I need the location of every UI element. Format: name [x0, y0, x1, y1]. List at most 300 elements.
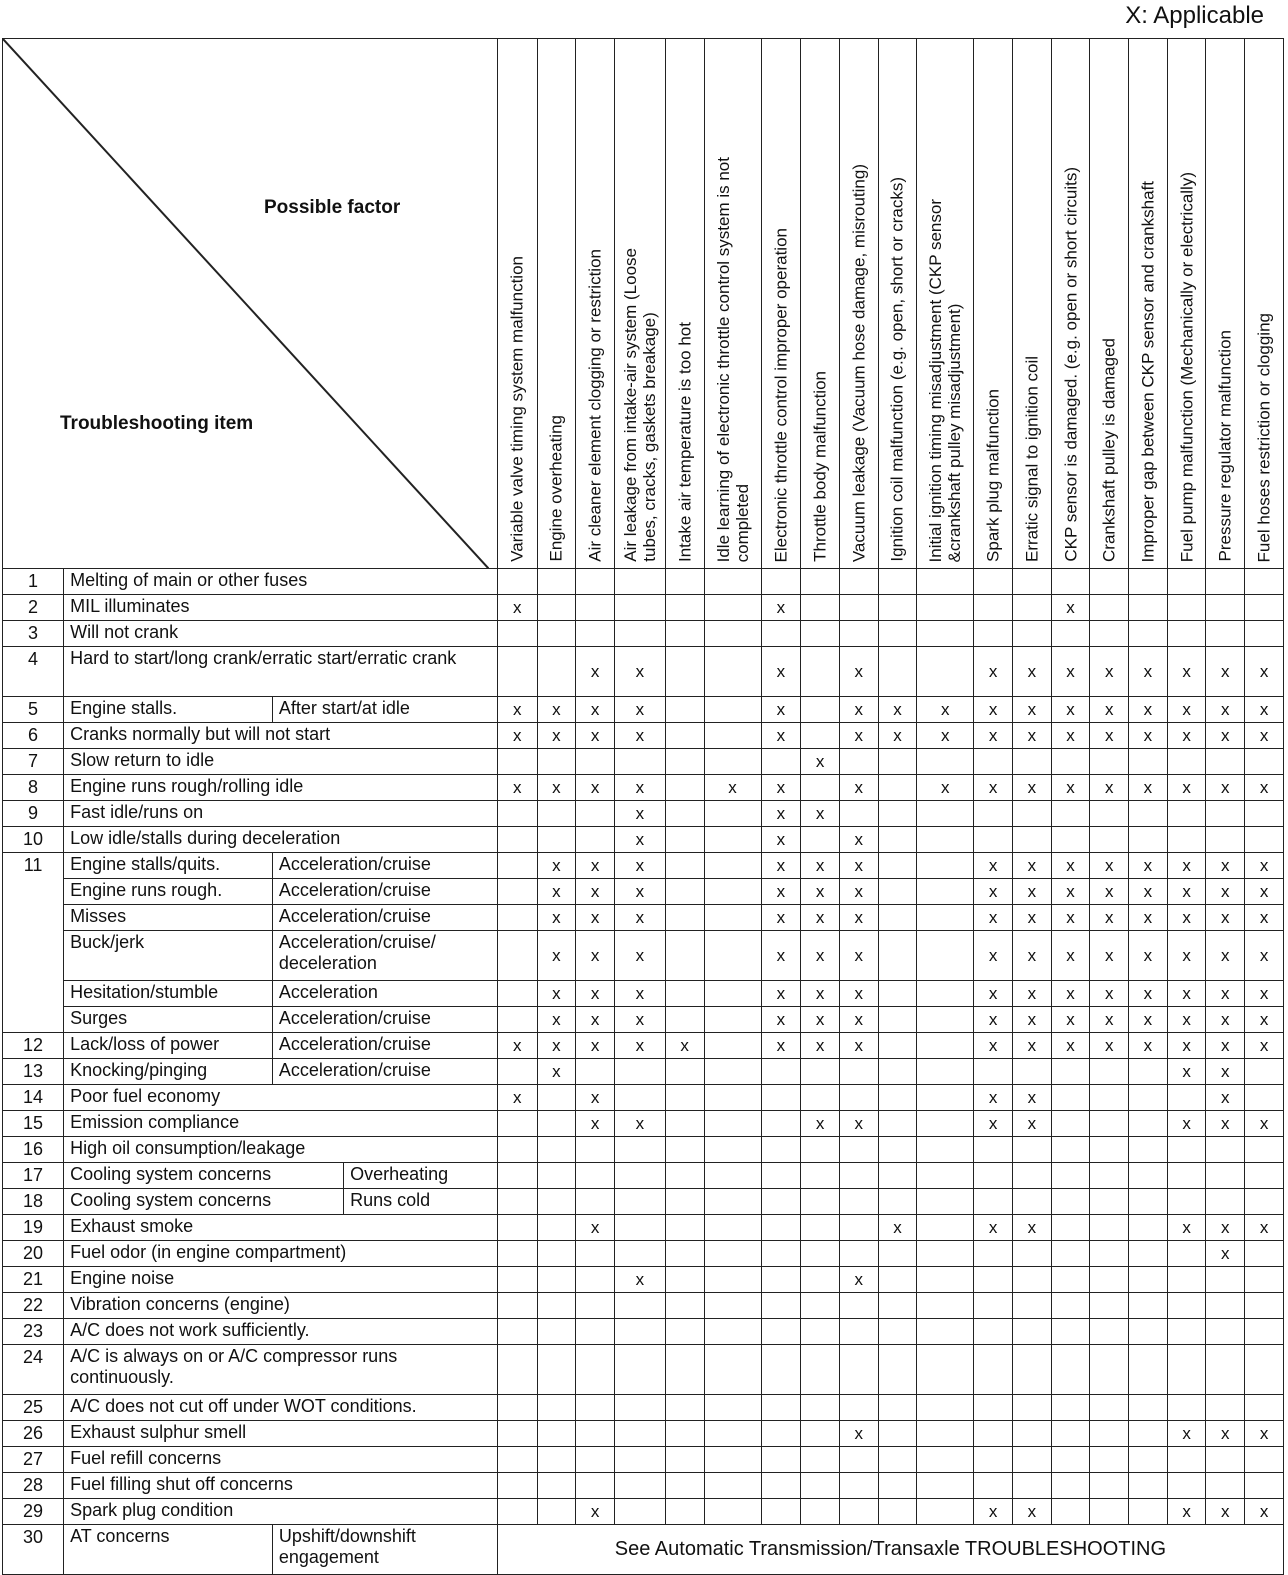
- applicability-cell: [761, 1137, 801, 1163]
- row-number: 3: [3, 621, 64, 647]
- applicable-mark: x: [1129, 931, 1168, 981]
- applicable-mark: x: [1167, 697, 1206, 723]
- applicable-mark: x: [1245, 1111, 1284, 1137]
- row-number: 7: [3, 749, 64, 775]
- applicability-cell: [497, 1137, 537, 1163]
- applicability-cell: [917, 1345, 974, 1395]
- applicability-cell: [614, 1137, 665, 1163]
- applicability-cell: [878, 905, 917, 931]
- applicable-mark: x: [1245, 1007, 1284, 1033]
- applicable-mark: x: [1206, 1085, 1245, 1111]
- applicability-cell: [537, 1241, 576, 1267]
- applicability-cell: [878, 775, 917, 801]
- applicability-cell: [878, 1447, 917, 1473]
- applicable-mark: x: [614, 647, 665, 697]
- applicability-cell: [839, 1499, 878, 1525]
- applicability-cell: [537, 1499, 576, 1525]
- condition-cell: Acceleration/cruise: [272, 879, 497, 905]
- factor-label: Engine overheating: [546, 415, 566, 562]
- applicability-cell: [537, 1189, 576, 1215]
- applicability-cell: [1129, 569, 1168, 595]
- troubleshooting-item: Engine runs rough/rolling idle: [64, 775, 498, 801]
- applicability-cell: [704, 981, 761, 1007]
- applicable-mark: x: [761, 801, 801, 827]
- factor-header-6: [704, 39, 761, 569]
- applicability-cell: [1129, 1421, 1168, 1447]
- table-row: [3, 1215, 1284, 1241]
- applicability-cell: [974, 569, 1013, 595]
- factor-label: Throttle body malfunction: [810, 371, 830, 562]
- condition-cell: Overheating: [344, 1163, 498, 1189]
- troubleshooting-item: Engine stalls/quits.: [64, 853, 273, 879]
- troubleshooting-item: Engine runs rough.: [64, 879, 273, 905]
- applicable-mark: x: [1013, 879, 1052, 905]
- applicability-cell: [576, 827, 615, 853]
- applicable-mark: x: [839, 879, 878, 905]
- row-number: 12: [3, 1033, 64, 1059]
- applicable-mark: x: [576, 1033, 615, 1059]
- table-row: [3, 1085, 1284, 1111]
- applicable-mark: x: [1129, 853, 1168, 879]
- applicability-cell: [1090, 1473, 1129, 1499]
- applicability-cell: [839, 801, 878, 827]
- applicability-cell: [801, 1319, 840, 1345]
- applicability-cell: [614, 1163, 665, 1189]
- row-number: 11: [3, 853, 64, 1033]
- applicable-mark: x: [974, 647, 1013, 697]
- applicability-cell: [917, 569, 974, 595]
- condition-cell: Acceleration/cruise: [272, 1059, 497, 1085]
- applicability-cell: [497, 1395, 537, 1421]
- applicable-mark: x: [761, 595, 801, 621]
- factor-label: Air leakage from intake-air system (Loose tubes, cracks, gaskets breakage): [620, 248, 659, 562]
- applicability-cell: [1051, 1241, 1090, 1267]
- applicable-mark: x: [801, 801, 840, 827]
- applicability-cell: [704, 1241, 761, 1267]
- applicability-cell: [1245, 801, 1284, 827]
- table-row: [3, 1525, 1284, 1575]
- applicability-cell: [878, 1293, 917, 1319]
- applicability-cell: [1051, 801, 1090, 827]
- applicable-mark: x: [614, 1267, 665, 1293]
- applicability-cell: [497, 1421, 537, 1447]
- applicability-cell: [537, 1447, 576, 1473]
- corner-header-cell: [3, 39, 498, 569]
- applicability-cell: [704, 595, 761, 621]
- applicable-mark: x: [1090, 775, 1129, 801]
- table-row: [3, 981, 1284, 1007]
- applicability-cell: [704, 1033, 761, 1059]
- applicable-mark: x: [1013, 905, 1052, 931]
- applicable-mark: x: [576, 1111, 615, 1137]
- applicability-cell: [1013, 621, 1052, 647]
- applicability-cell: [878, 1421, 917, 1447]
- applicability-cell: [614, 1473, 665, 1499]
- applicability-cell: [704, 1267, 761, 1293]
- troubleshooting-item: Will not crank: [64, 621, 498, 647]
- applicability-cell: [917, 827, 974, 853]
- diagonal-divider: [3, 39, 489, 569]
- applicability-cell: [704, 1137, 761, 1163]
- applicability-cell: [537, 1137, 576, 1163]
- applicable-mark: x: [801, 931, 840, 981]
- applicability-cell: [801, 1215, 840, 1241]
- applicability-cell: [665, 1111, 704, 1137]
- applicability-cell: [839, 1163, 878, 1189]
- applicability-cell: [1206, 569, 1245, 595]
- applicability-cell: [801, 1293, 840, 1319]
- applicability-cell: [1206, 1319, 1245, 1345]
- applicability-cell: [917, 595, 974, 621]
- applicability-cell: [704, 879, 761, 905]
- applicable-mark: x: [1129, 1033, 1168, 1059]
- applicability-cell: [576, 1267, 615, 1293]
- applicability-cell: [1090, 1293, 1129, 1319]
- applicability-cell: [839, 1447, 878, 1473]
- applicable-mark: x: [576, 931, 615, 981]
- applicable-mark: x: [614, 723, 665, 749]
- row-number: 8: [3, 775, 64, 801]
- applicability-cell: [576, 1293, 615, 1319]
- factor-header-11: [917, 39, 974, 569]
- factor-header-13: [1013, 39, 1052, 569]
- applicability-cell: [839, 1473, 878, 1499]
- applicability-cell: [704, 749, 761, 775]
- applicability-cell: [704, 723, 761, 749]
- applicability-cell: [1206, 1293, 1245, 1319]
- applicable-mark: x: [1090, 647, 1129, 697]
- applicable-mark: x: [537, 853, 576, 879]
- row-number: 26: [3, 1421, 64, 1447]
- factor-header-3: [576, 39, 615, 569]
- applicability-cell: [497, 931, 537, 981]
- applicable-mark: x: [1129, 879, 1168, 905]
- factor-header-19: [1245, 39, 1284, 569]
- applicability-cell: [1206, 1345, 1245, 1395]
- applicability-cell: [761, 1319, 801, 1345]
- table-row: [3, 905, 1284, 931]
- applicability-cell: [761, 1499, 801, 1525]
- applicable-mark: x: [839, 1033, 878, 1059]
- row-number: 21: [3, 1267, 64, 1293]
- applicability-cell: [665, 801, 704, 827]
- applicability-cell: [917, 905, 974, 931]
- applicable-mark: x: [1129, 723, 1168, 749]
- row-number: 5: [3, 697, 64, 723]
- applicable-mark: x: [576, 853, 615, 879]
- applicability-cell: [537, 1345, 576, 1395]
- applicability-cell: [974, 1473, 1013, 1499]
- row-number: 14: [3, 1085, 64, 1111]
- applicable-mark: x: [1167, 931, 1206, 981]
- applicability-cell: [497, 879, 537, 905]
- applicability-cell: [1129, 1085, 1168, 1111]
- applicability-cell: [704, 1447, 761, 1473]
- factor-header-14: [1051, 39, 1090, 569]
- troubleshooting-item: Spark plug condition: [64, 1499, 498, 1525]
- applicability-cell: [576, 621, 615, 647]
- applicability-cell: [614, 1447, 665, 1473]
- table-row: [3, 1111, 1284, 1137]
- applicable-mark: x: [974, 931, 1013, 981]
- applicability-cell: [917, 879, 974, 905]
- applicable-mark: x: [576, 697, 615, 723]
- applicability-cell: [704, 1395, 761, 1421]
- applicable-mark: x: [839, 723, 878, 749]
- applicable-mark: x: [1090, 697, 1129, 723]
- condition-cell: Acceleration: [272, 981, 497, 1007]
- applicable-mark: x: [614, 827, 665, 853]
- applicability-cell: [665, 827, 704, 853]
- applicability-cell: [576, 1241, 615, 1267]
- applicability-cell: [497, 1447, 537, 1473]
- applicability-cell: [1167, 1267, 1206, 1293]
- applicability-cell: [1051, 1319, 1090, 1345]
- applicability-cell: [761, 1345, 801, 1395]
- row-number: 30: [3, 1525, 64, 1575]
- applicable-mark: x: [576, 1085, 615, 1111]
- applicability-cell: [878, 1319, 917, 1345]
- applicable-mark: x: [1206, 1241, 1245, 1267]
- troubleshooting-item: Fast idle/runs on: [64, 801, 498, 827]
- applicability-cell: [1206, 1189, 1245, 1215]
- applicable-mark: x: [614, 853, 665, 879]
- applicability-cell: [1090, 1395, 1129, 1421]
- applicability-cell: [1206, 1395, 1245, 1421]
- applicable-mark: x: [1051, 723, 1090, 749]
- applicability-cell: [1245, 1189, 1284, 1215]
- applicability-cell: [1167, 749, 1206, 775]
- applicability-cell: [878, 749, 917, 775]
- applicability-cell: [1129, 1473, 1168, 1499]
- applicable-mark: x: [917, 723, 974, 749]
- applicability-cell: [665, 853, 704, 879]
- row-number: 29: [3, 1499, 64, 1525]
- applicable-mark: x: [1167, 775, 1206, 801]
- condition-cell: Runs cold: [344, 1189, 498, 1215]
- applicable-mark: x: [1206, 775, 1245, 801]
- applicable-mark: x: [1245, 723, 1284, 749]
- applicability-cell: [614, 749, 665, 775]
- applicability-cell: [801, 1163, 840, 1189]
- applicability-cell: [497, 981, 537, 1007]
- factor-label: Air cleaner element clogging or restriction: [585, 249, 605, 562]
- applicability-cell: [839, 569, 878, 595]
- applicable-mark: x: [1206, 1033, 1245, 1059]
- condition-cell: Acceleration/cruise/ deceleration: [272, 931, 497, 981]
- applicability-cell: [1013, 749, 1052, 775]
- applicability-cell: [1013, 1059, 1052, 1085]
- applicability-cell: [1013, 1421, 1052, 1447]
- applicability-cell: [761, 1421, 801, 1447]
- applicable-mark: x: [1245, 853, 1284, 879]
- applicability-cell: [801, 1085, 840, 1111]
- applicability-cell: [1206, 621, 1245, 647]
- applicable-mark: x: [576, 775, 615, 801]
- applicable-mark: x: [974, 879, 1013, 905]
- row-number: 2: [3, 595, 64, 621]
- possible-factor-label: Possible factor: [264, 197, 401, 218]
- applicability-cell: [839, 1137, 878, 1163]
- applicability-cell: [665, 775, 704, 801]
- applicable-mark: x: [614, 1111, 665, 1137]
- applicability-cell: [665, 905, 704, 931]
- applicability-cell: [1013, 569, 1052, 595]
- applicable-mark: x: [839, 931, 878, 981]
- applicable-mark: x: [1167, 647, 1206, 697]
- troubleshooting-item: Slow return to idle: [64, 749, 498, 775]
- factor-header-9: [839, 39, 878, 569]
- applicability-cell: [497, 853, 537, 879]
- applicability-cell: [917, 1473, 974, 1499]
- applicable-mark: x: [576, 1007, 615, 1033]
- applicability-cell: [576, 801, 615, 827]
- applicability-cell: [1051, 1395, 1090, 1421]
- applicability-cell: [761, 621, 801, 647]
- applicability-cell: [614, 1499, 665, 1525]
- legend-applicable: X: Applicable: [1125, 2, 1264, 29]
- applicable-mark: x: [1090, 931, 1129, 981]
- applicability-cell: [1013, 595, 1052, 621]
- applicability-cell: [801, 1267, 840, 1293]
- applicability-cell: [917, 1215, 974, 1241]
- applicability-cell: [761, 1111, 801, 1137]
- troubleshooting-item: Buck/jerk: [64, 931, 273, 981]
- applicable-mark: x: [1090, 1033, 1129, 1059]
- applicability-cell: [614, 1345, 665, 1395]
- applicability-cell: [1090, 1163, 1129, 1189]
- applicability-cell: [801, 647, 840, 697]
- factor-label: Electronic throttle control improper operation: [771, 227, 791, 562]
- factor-header-10: [878, 39, 917, 569]
- applicability-cell: [917, 1293, 974, 1319]
- applicable-mark: x: [537, 1059, 576, 1085]
- applicability-cell: [537, 1215, 576, 1241]
- applicability-cell: [614, 1293, 665, 1319]
- applicability-cell: [614, 1085, 665, 1111]
- troubleshooting-item: Engine stalls.: [64, 697, 273, 723]
- applicability-cell: [917, 1163, 974, 1189]
- applicability-cell: [801, 621, 840, 647]
- applicable-mark: x: [1013, 1085, 1052, 1111]
- troubleshooting-item: Cranks normally but will not start: [64, 723, 498, 749]
- applicability-cell: [761, 1267, 801, 1293]
- applicability-cell: [917, 1499, 974, 1525]
- applicable-mark: x: [614, 1007, 665, 1033]
- troubleshooting-item: A/C does not work sufficiently.: [64, 1319, 498, 1345]
- applicability-cell: [704, 905, 761, 931]
- applicability-cell: [1129, 595, 1168, 621]
- applicability-cell: [1245, 1137, 1284, 1163]
- applicability-cell: [1051, 1499, 1090, 1525]
- applicable-mark: x: [1206, 1499, 1245, 1525]
- applicable-mark: x: [576, 647, 615, 697]
- table-row: [3, 1137, 1284, 1163]
- applicability-cell: [1167, 1085, 1206, 1111]
- applicability-cell: [665, 1499, 704, 1525]
- applicability-cell: [839, 1085, 878, 1111]
- applicability-cell: [1245, 1059, 1284, 1085]
- troubleshooting-item: Fuel odor (in engine compartment): [64, 1241, 498, 1267]
- applicability-cell: [839, 749, 878, 775]
- applicability-cell: [1090, 749, 1129, 775]
- applicability-cell: [878, 1395, 917, 1421]
- applicability-cell: [1129, 1163, 1168, 1189]
- table-row: [3, 827, 1284, 853]
- applicable-mark: x: [1051, 647, 1090, 697]
- applicability-cell: [1013, 827, 1052, 853]
- applicable-mark: x: [497, 595, 537, 621]
- applicable-mark: x: [1206, 1059, 1245, 1085]
- applicable-mark: x: [537, 723, 576, 749]
- applicability-cell: [917, 1189, 974, 1215]
- applicable-mark: x: [1245, 981, 1284, 1007]
- applicability-cell: [1013, 1163, 1052, 1189]
- table-row: [3, 621, 1284, 647]
- applicability-cell: [974, 749, 1013, 775]
- applicability-cell: [537, 1267, 576, 1293]
- applicability-cell: [1090, 1189, 1129, 1215]
- applicability-cell: [1090, 1111, 1129, 1137]
- applicability-cell: [878, 1059, 917, 1085]
- applicable-mark: x: [497, 723, 537, 749]
- applicability-cell: [801, 1189, 840, 1215]
- applicability-cell: [1245, 827, 1284, 853]
- factor-label: Fuel hoses restriction or clogging: [1254, 312, 1274, 562]
- applicable-mark: x: [1129, 775, 1168, 801]
- factor-label: Initial ignition timing misadjustment (CKP sensor &crankshaft pulley misadjustment): [926, 198, 965, 562]
- applicable-mark: x: [839, 1267, 878, 1293]
- applicable-mark: x: [1013, 931, 1052, 981]
- applicable-mark: x: [1167, 853, 1206, 879]
- applicable-mark: x: [1051, 697, 1090, 723]
- applicability-cell: [839, 1293, 878, 1319]
- applicable-mark: x: [1090, 905, 1129, 931]
- applicability-cell: [704, 801, 761, 827]
- applicable-mark: x: [974, 1499, 1013, 1525]
- applicability-cell: [1167, 1319, 1206, 1345]
- condition-cell: Acceleration/cruise: [272, 1033, 497, 1059]
- see-reference-note: See Automatic Transmission/Transaxle TROUBLESHOOTING: [497, 1525, 1283, 1575]
- applicability-cell: [974, 1421, 1013, 1447]
- applicability-cell: [1129, 1241, 1168, 1267]
- applicability-cell: [1013, 801, 1052, 827]
- applicability-cell: [704, 1007, 761, 1033]
- troubleshooting-item: Hesitation/stumble: [64, 981, 273, 1007]
- applicability-cell: [801, 1345, 840, 1395]
- table-row: [3, 1241, 1284, 1267]
- applicability-cell: [704, 931, 761, 981]
- applicable-mark: x: [761, 723, 801, 749]
- troubleshooting-table: [2, 38, 1284, 1575]
- applicability-cell: [537, 1163, 576, 1189]
- applicability-cell: [614, 1421, 665, 1447]
- applicability-cell: [878, 931, 917, 981]
- applicable-mark: x: [801, 749, 840, 775]
- applicable-mark: x: [497, 1085, 537, 1111]
- applicable-mark: x: [1167, 905, 1206, 931]
- applicability-cell: [801, 1473, 840, 1499]
- applicable-mark: x: [1245, 697, 1284, 723]
- troubleshooting-item: Hard to start/long crank/erratic start/erratic crank: [64, 647, 498, 697]
- applicability-cell: [839, 1215, 878, 1241]
- applicability-cell: [917, 1111, 974, 1137]
- table-row: [3, 1395, 1284, 1421]
- applicable-mark: x: [1245, 1421, 1284, 1447]
- applicability-cell: [537, 621, 576, 647]
- applicability-cell: [1051, 569, 1090, 595]
- applicable-mark: x: [1167, 1421, 1206, 1447]
